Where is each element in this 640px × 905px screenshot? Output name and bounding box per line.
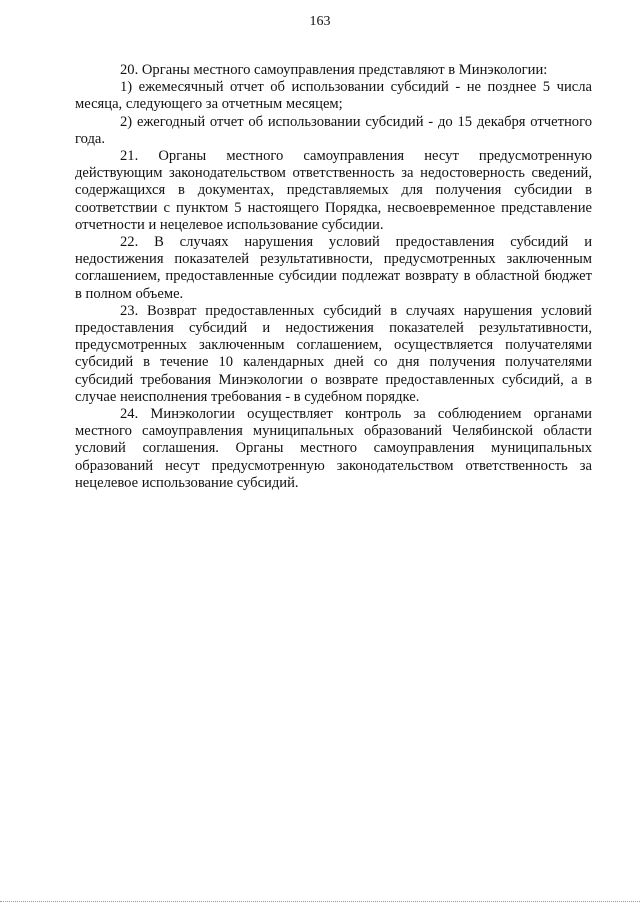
paragraph-20-item-1: 1) ежемесячный отчет об использовании субсидий - не позднее 5 числа месяца, следующего за отчетным месяцем; <box>75 79 592 113</box>
paragraph-22: 22. В случаях нарушения условий предоставления субсидий и недостижения показателей результативности, предусмотренных заключенным соглашением, предоставленные субсидии подлежат возврату в областной бюджет в полном объеме. <box>75 234 592 302</box>
paragraph-20: 20. Органы местного самоуправления представляют в Минэкологии: <box>120 62 548 78</box>
scan-edge-divider <box>0 901 640 902</box>
page-number: 163 <box>309 14 331 29</box>
paragraph-24: 24. Минэкологии осуществляет контроль за соблюдением органами местного самоуправления муниципальных образований Челябинской области условий соглашения. Органы местного самоуправления муниципальных образований несут предусмотренную законодательством ответственность за нецелевое использование субсидий. <box>75 406 592 491</box>
document-body <box>75 62 592 492</box>
paragraph-20-item-2: 2) ежегодный отчет об использовании субсидий - до 15 декабря отчетного года. <box>75 113 592 147</box>
paragraph-23: 23. Возврат предоставленных субсидий в случаях нарушения условий предоставления субсидий и недостижения показателей результативности, предусмотренных заключенным соглашением, осуществляется получателями субсидий в течение 10 календарных дней со дня получения получателями субсидий требования Минэкологии о возврате предоставленных субсидий, а в случае неисполнения требования - в судебном порядке. <box>75 302 592 405</box>
paragraph-21: 21. Органы местного самоуправления несут предусмотренную действующим законодательством ответственность за недостоверность сведений, содержащихся в документах, представляемых для получения субсидии в соответствии с пунктом 5 настоящего Порядка, несвоевременное представление отчетности и нецелевое использование субсидии. <box>75 148 592 233</box>
